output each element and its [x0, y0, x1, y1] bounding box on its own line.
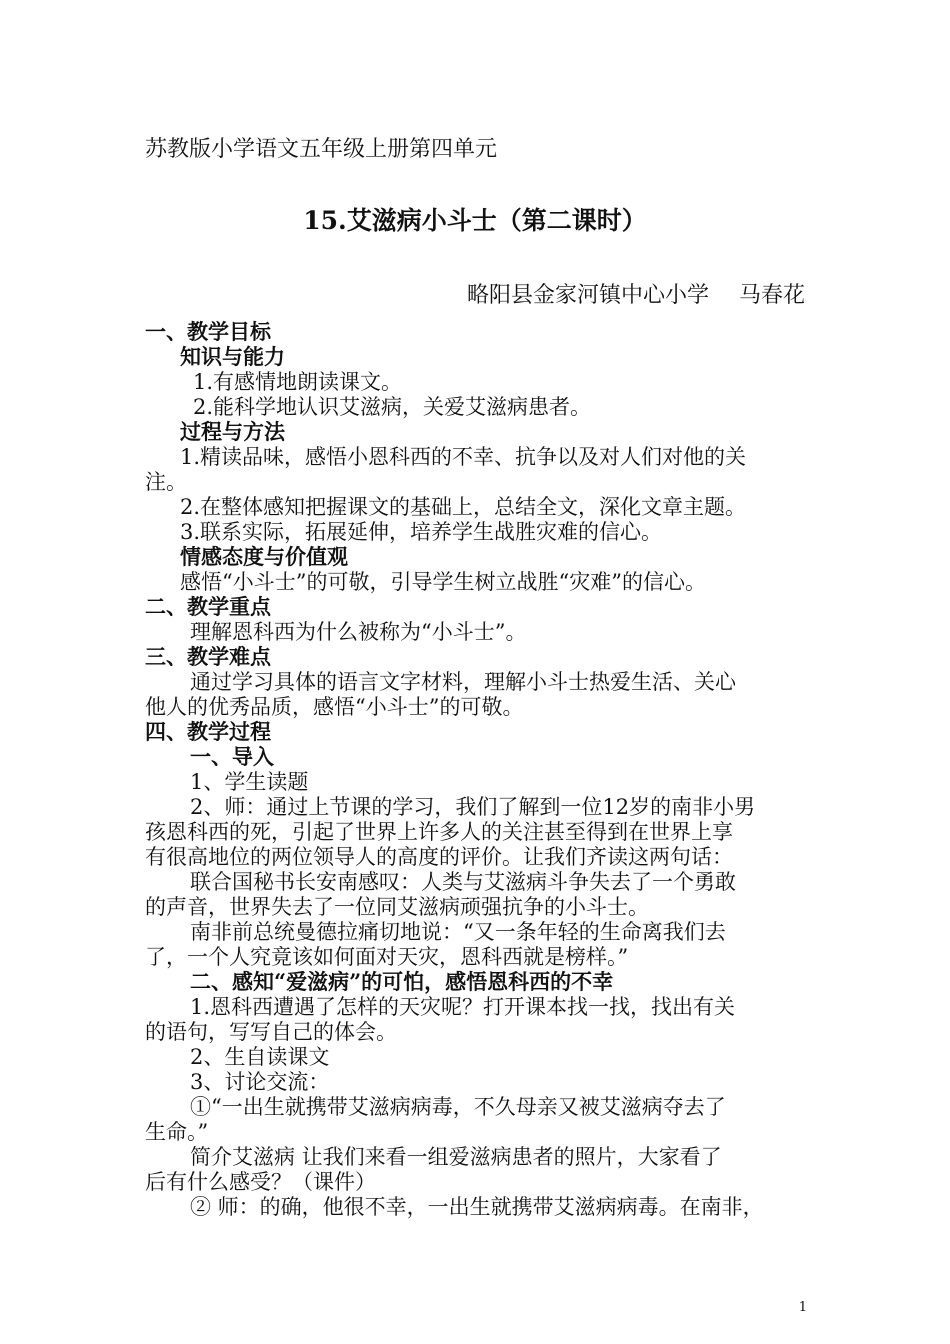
body-line: 2、师：通过上节课的学习，我们了解到一位12岁的南非小男 [190, 795, 756, 819]
body-line: 生命。” [145, 1120, 209, 1144]
body-line: 1、学生读题 [190, 770, 309, 794]
body-line: 2.在整体感知把握课文的基础上，总结全文，深化文章主题。 [180, 495, 747, 519]
body-line: 2、生自读课文 [190, 1045, 330, 1069]
body-line: 后有什么感受？（课件） [145, 1170, 376, 1194]
body-line: 联合国秘书长安南感叹：人类与艾滋病斗争失去了一个勇敢 [190, 870, 736, 894]
subject-line: 苏教版小学语文五年级上册第四单元 [145, 137, 498, 162]
body-line: 1.有感情地朗读课文。 [193, 370, 403, 394]
sub-heading: 一、导入 [190, 744, 274, 769]
body-line: 的语句，写写自己的体会。 [145, 1020, 397, 1044]
page-number: 1 [798, 1300, 807, 1315]
section-heading: 一、教学目标 [145, 319, 271, 344]
teacher-name: 马春花 [738, 283, 805, 308]
body-line: 感悟“小斗士”的可敬，引导学生树立战胜“灾难”的信心。 [180, 570, 706, 594]
author-line [467, 283, 805, 309]
body-line: 的声音，世界失去了一位同艾滋病顽强抗争的小斗士。 [145, 895, 649, 919]
sub-heading: 知识与能力 [180, 344, 285, 369]
body-line: 了，一个人究竟该如何面对天灾，恩科西就是榜样。” [145, 945, 629, 969]
section-heading: 三、教学难点 [145, 644, 271, 669]
body-line: 有很高地位的两位领导人的高度的评价。让我们齐读这两句话： [145, 845, 733, 869]
body-line: 他人的优秀品质，感悟“小斗士”的可敬。 [145, 695, 524, 719]
body-line: 1.恩科西遭遇了怎样的天灾呢？打开课本找一找，找出有关 [190, 995, 736, 1019]
body-line: 孩恩科西的死，引起了世界上许多人的关注甚至得到在世界上享 [145, 820, 733, 844]
body-line: 3.联系实际，拓展延伸，培养学生战胜灾难的信心。 [180, 520, 663, 544]
body-line: 注。 [145, 470, 187, 494]
body-line: 2.能科学地认识艾滋病，关爱艾滋病患者。 [193, 395, 592, 419]
body-line: 通过学习具体的语言文字材料，理解小斗士热爱生活、关心 [190, 670, 736, 694]
section-heading: 二、教学重点 [145, 594, 271, 619]
sub-heading: 过程与方法 [180, 419, 285, 444]
body-line: 理解恩科西为什么被称为“小斗士”。 [190, 620, 527, 644]
body-line: 南非前总统曼德拉痛切地说：“又一条年轻的生命离我们去 [190, 920, 726, 944]
body-line: 1.精读品味，感悟小恩科西的不幸、抗争以及对人们对他的关 [180, 445, 747, 469]
sub-heading: 情感态度与价值观 [180, 544, 348, 569]
section-heading: 四、教学过程 [145, 719, 271, 744]
body-line: ①“一出生就携带艾滋病病毒，不久母亲又被艾滋病夺去了 [190, 1095, 726, 1119]
sub-heading: 二、感知“爱滋病”的可怕，感悟恩科西的不幸 [190, 969, 614, 994]
school-name: 略阳县金家河镇中心小学 [466, 283, 709, 308]
body-line: 简介艾滋病 让我们来看一组爱滋病患者的照片，大家看了 [190, 1145, 722, 1169]
page-title: 15.艾滋病小斗士（第二课时） [303, 206, 647, 235]
body-line: 3、讨论交流： [190, 1070, 330, 1094]
body-line: ② 师：的确，他很不幸，一出生就携带艾滋病病毒。在南非， [190, 1195, 764, 1219]
